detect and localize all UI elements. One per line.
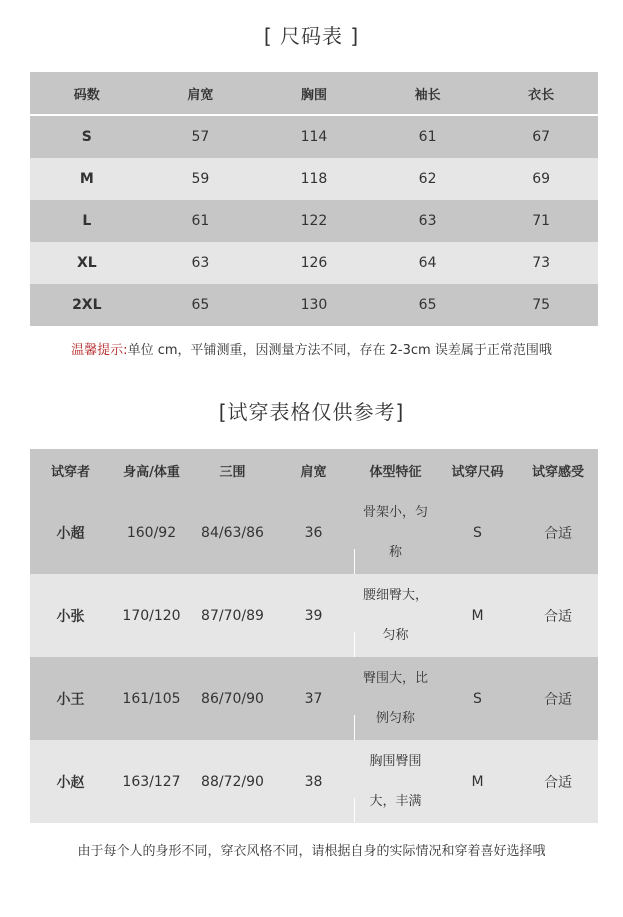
table-row: [30, 242, 598, 284]
note-text: 单位 cm，平铺测重，因测量方法不同，存在 2-3cm 误差属于正常范围哦: [127, 343, 552, 358]
shoulder: 39: [304, 607, 323, 624]
header-length: 衣长: [528, 87, 555, 103]
size-chart-table: [30, 72, 598, 326]
measurements: 88/72/90: [201, 773, 264, 790]
table-cell: 69: [532, 171, 551, 187]
tester-name: 小赵: [56, 774, 85, 791]
table-cell: 67: [532, 129, 551, 145]
shoulder: 37: [304, 690, 323, 707]
body-type-line-2: 例匀称: [375, 710, 415, 726]
table-row: [30, 158, 598, 200]
try-size: S: [473, 524, 482, 541]
size-cell: M: [79, 171, 94, 187]
measurements: 86/70/90: [201, 690, 264, 707]
table-cell: 57: [191, 129, 210, 145]
measurement-note: [0, 339, 623, 358]
try-on-title: [试穿表格仅供参考]: [218, 400, 405, 424]
table-cell: 114: [300, 129, 328, 145]
try-on-table: [30, 449, 598, 823]
table-cell: 65: [191, 297, 210, 313]
note-label: 温馨提示:: [71, 343, 128, 358]
divider: [354, 549, 355, 574]
header-measurements: 三围: [219, 464, 246, 480]
table-cell: 75: [532, 297, 551, 313]
header-size: 码数: [73, 87, 100, 103]
height-weight: 163/127: [122, 773, 181, 790]
body-type-line-1: 腰细臀大，: [362, 587, 428, 603]
header-body-type: 体型特征: [369, 464, 422, 480]
body-type-line-2: 称: [388, 544, 402, 560]
table-row: [30, 491, 598, 574]
feeling: 合适: [544, 774, 572, 791]
body-type: [354, 657, 437, 740]
header-chest: 胸围: [300, 87, 327, 103]
feeling: 合适: [544, 608, 572, 625]
header-try-size: 试穿尺码: [451, 464, 504, 480]
measurements: 87/70/89: [201, 607, 264, 624]
header-shoulder: 肩宽: [300, 464, 327, 480]
measurements: 84/63/86: [201, 524, 264, 541]
table-cell: 126: [300, 255, 328, 271]
table-cell: 59: [191, 171, 210, 187]
header-height-weight: 身高/体重: [123, 464, 180, 480]
height-weight: 161/105: [122, 690, 181, 707]
header-sleeve: 袖长: [414, 87, 441, 103]
table-cell: 64: [418, 255, 437, 271]
feeling: 合适: [544, 691, 572, 708]
tester-name: 小张: [56, 608, 85, 625]
table-cell: 63: [418, 213, 437, 229]
table-cell: 62: [418, 171, 437, 187]
divider: [354, 798, 355, 823]
header-shoulder: 肩宽: [187, 87, 214, 103]
try-size: M: [471, 607, 484, 624]
feeling: 合适: [544, 525, 572, 542]
table-cell: 61: [418, 129, 437, 145]
table-cell: 130: [300, 297, 328, 313]
table-row: [30, 116, 598, 158]
shoulder: 38: [304, 773, 323, 790]
tester-name: 小超: [56, 525, 85, 542]
table-row: [30, 284, 598, 326]
table-row: [30, 574, 598, 657]
table-row: [30, 740, 598, 823]
table-cell: 118: [300, 171, 328, 187]
body-type: [354, 740, 437, 823]
size-cell: XL: [76, 255, 97, 271]
table-row: [30, 657, 598, 740]
table-row: [30, 200, 598, 242]
size-chart-title: [ 尺码表 ]: [263, 24, 360, 48]
table-cell: 71: [532, 213, 551, 229]
divider: [354, 715, 355, 740]
body-type-line-2: 匀称: [382, 627, 409, 643]
body-type-line-1: 臀围大，比: [362, 670, 428, 686]
divider: [354, 632, 355, 657]
tester-name: 小王: [56, 691, 85, 708]
size-cell: S: [81, 129, 92, 145]
size-cell: L: [82, 213, 92, 229]
height-weight: 170/120: [122, 607, 181, 624]
size-table-header: [30, 72, 598, 116]
try-table-header: [30, 449, 598, 491]
try-size: M: [471, 773, 484, 790]
table-cell: 122: [300, 213, 328, 229]
table-cell: 65: [418, 297, 437, 313]
height-weight: 160/92: [126, 524, 177, 541]
body-type-line-2: 大，丰满: [369, 793, 422, 809]
body-type: [354, 574, 437, 657]
table-cell: 63: [191, 255, 210, 271]
table-cell: 73: [532, 255, 551, 271]
try-size: S: [473, 690, 482, 707]
table-cell: 61: [191, 213, 210, 229]
body-type-line-1: 胸围臀围: [369, 753, 422, 769]
header-tester: 试穿者: [50, 464, 90, 480]
size-cell: 2XL: [72, 297, 102, 313]
body-type: [354, 491, 437, 574]
shoulder: 36: [304, 524, 323, 541]
footer-note: 由于每个人的身形不同，穿衣风格不同，请根据自身的实际情况和穿着喜好选择哦: [77, 844, 546, 859]
header-feeling: 试穿感受: [531, 464, 584, 480]
body-type-line-1: 骨架小，匀: [362, 504, 428, 520]
